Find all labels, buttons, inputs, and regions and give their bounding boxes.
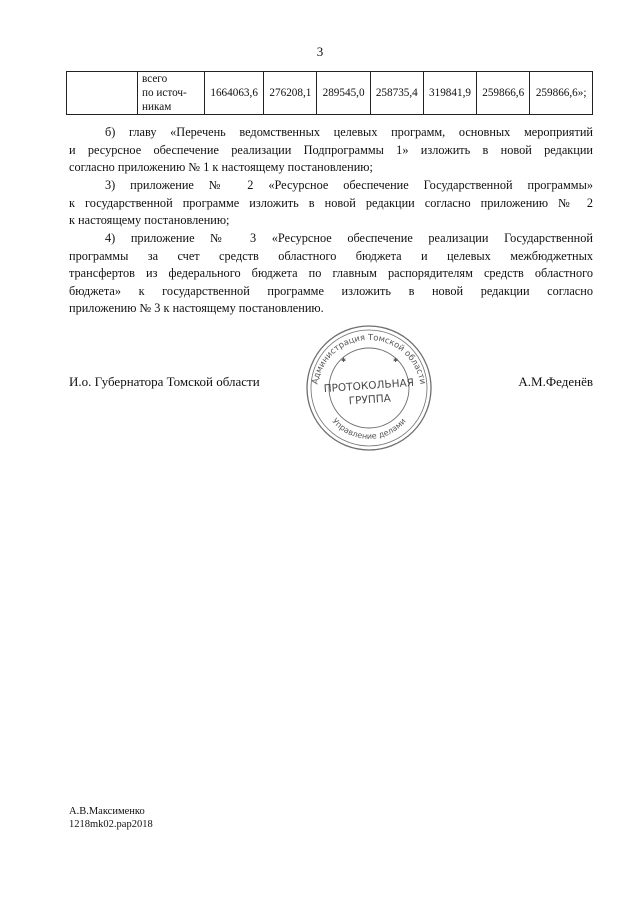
paragraph-b [69,124,593,177]
paragraph-3 [69,177,593,230]
paragraph-line: к государственной программе изложить в новой редакции согласно приложению № 2 [69,195,593,210]
stamp-bottom-text: Управление делами [330,416,408,441]
table-cell-year: 258735,4 [370,72,423,115]
row-label [138,72,205,115]
summary-table [66,71,593,115]
table-cell-year: 259866,6»; [530,72,593,115]
table-cell-empty [67,72,138,115]
table-cell-year: 319841,9 [423,72,476,115]
footer-file: 1218mk02.pap2018 [69,819,153,830]
paragraph-line: трансфертов из федерального бюджета по главным распорядителям средств областного [69,266,593,281]
table-cell-total: 1664063,6 [205,72,264,115]
paragraph-line: приложению № 3 к настоящему постановлению. [69,301,324,316]
table-cell-year: 259866,6 [477,72,530,115]
row-label-line: по источ- [142,87,187,99]
table-row [67,72,593,115]
table-cell-year: 276208,1 [264,72,317,115]
official-stamp [303,322,435,454]
signer-title: И.о. Губернатора Томской области [69,374,260,389]
stamp-center-line1: ПРОТОКОЛЬНАЯ [323,376,415,396]
paragraph-line: программы за счет средств областного бюджета и целевых межбюджетных [69,248,593,263]
paragraph-line: бюджета» к государственной программе изложить в новой редакции согласно [69,283,593,298]
row-label-line: всего [142,73,168,85]
paragraph-line: б) главу «Перечень ведомственных целевых программ, основных мероприятий [105,125,593,139]
paragraph-line: и ресурсное обеспечение реализации Подпрограммы 1» изложить в новой редакции [69,142,593,157]
stamp-star-icon: ✱ [393,358,399,364]
paragraph-line: 4) приложение № 3 «Ресурсное обеспечение реализации Государственной [105,231,593,245]
paragraph-line: согласно приложению № 1 к настоящему постановлению; [69,160,373,175]
paragraph-line: к настоящему постановлению; [69,213,230,228]
stamp-outer-text: Администрация Томской области [309,331,429,386]
footer [69,805,153,831]
paragraph-4 [69,230,593,318]
table-cell-year: 289545,0 [317,72,370,115]
row-label-line: никам [142,101,172,113]
signer-name: А.М.Феденёв [518,374,593,389]
footer-author: А.В.Максименко [69,806,145,817]
stamp-center-line2: ГРУППА [348,392,392,408]
stamp-star-icon: ✱ [341,358,347,364]
paragraph-line: 3) приложение № 2 «Ресурсное обеспечение Государственной программы» [105,178,593,192]
page-number: 3 [316,44,324,59]
